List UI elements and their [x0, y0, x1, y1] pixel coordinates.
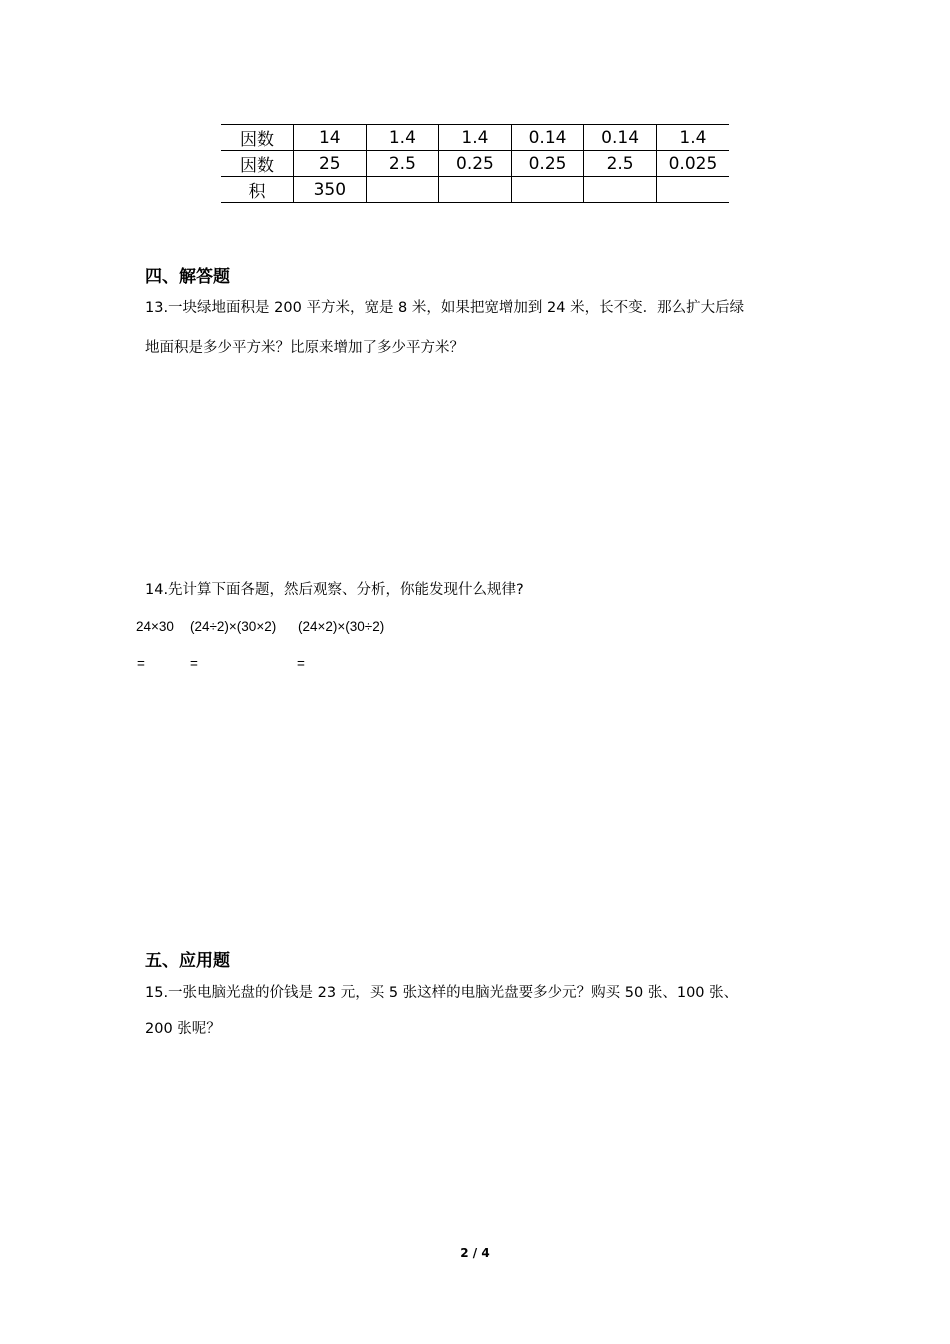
table-cell: 350: [294, 177, 367, 203]
table-cell: [656, 177, 729, 203]
expression-1: 24×30: [136, 619, 174, 634]
answer-blank-3: =: [297, 656, 305, 671]
factor-product-table: [221, 124, 729, 203]
table-cell: 0.25: [439, 151, 512, 177]
question-13-line-2: 地面积是多少平方米？比原来增加了多少平方米？: [145, 340, 464, 356]
table-cell: 1.4: [366, 125, 439, 151]
section-heading-application-questions: 五、应用题: [145, 951, 230, 971]
table-cell: 2.5: [366, 151, 439, 177]
table-cell: 0.14: [584, 125, 657, 151]
answer-blank-1: =: [137, 656, 145, 671]
question-15-line-1: 15.一张电脑光盘的价钱是 23 元，买 5 张这样的电脑光盘要多少元？购买 50 张、100 张、: [145, 985, 739, 1001]
expression-3: (24×2)×(30÷2): [298, 619, 385, 634]
question-15-line-2: 200 张呢？: [145, 1021, 221, 1037]
table-cell: 1.4: [439, 125, 512, 151]
table-row: [221, 177, 729, 203]
table-cell: 1.4: [656, 125, 729, 151]
page-number: 2 / 4: [460, 1246, 490, 1260]
table-cell: [584, 177, 657, 203]
answer-blank-2: =: [190, 656, 198, 671]
row-label: 因数: [221, 125, 294, 151]
table-cell: [511, 177, 584, 203]
section-heading-answer-questions: 四、解答题: [145, 267, 230, 287]
table-cell: [366, 177, 439, 203]
table-cell: 0.14: [511, 125, 584, 151]
table-cell: 25: [294, 151, 367, 177]
expression-2: (24÷2)×(30×2): [190, 619, 277, 634]
table-cell: [439, 177, 512, 203]
question-13-line-1: 13.一块绿地面积是 200 平方米，宽是 8 米，如果把宽增加到 24 米，长不变．那么扩大后绿: [145, 300, 745, 316]
row-label: 因数: [221, 151, 294, 177]
table-row: [221, 151, 729, 177]
question-14-line-1: 14.先计算下面各题，然后观察、分析，你能发现什么规律?: [145, 582, 524, 598]
table-cell: 14: [294, 125, 367, 151]
row-label: 积: [221, 177, 294, 203]
table-cell: 0.25: [511, 151, 584, 177]
table-cell: 2.5: [584, 151, 657, 177]
table-row: [221, 125, 729, 151]
table-cell: 0.025: [656, 151, 729, 177]
